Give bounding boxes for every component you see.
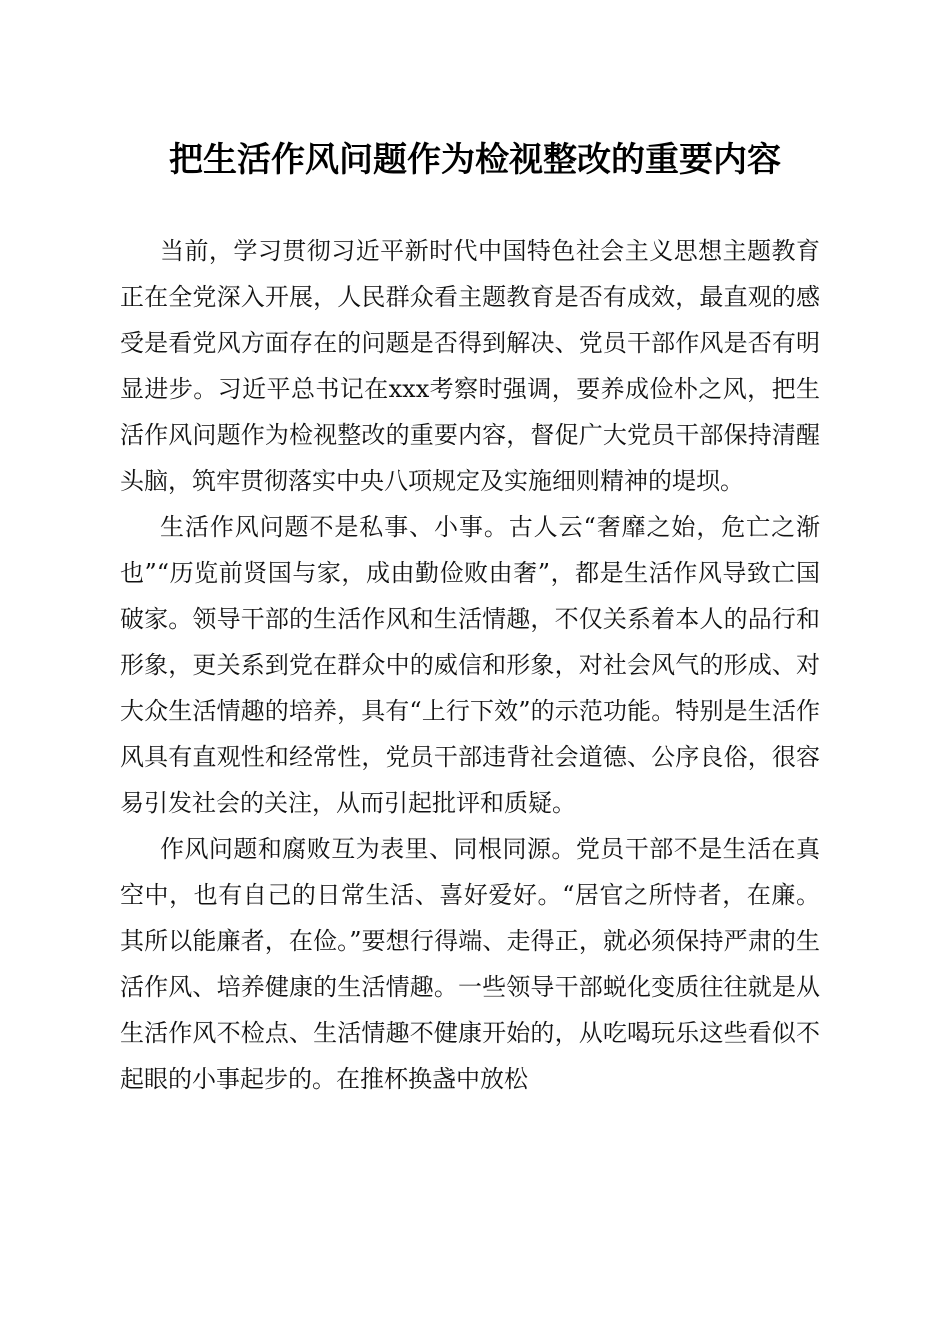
paragraph-3: 作风问题和腐败互为表里、同根同源。党员干部不是生活在真空中，也有自己的日常生活、喜好爱好。“居官之所恃者，在廉。其所以能廉者，在俭。”要想行得端、走得正，就必须保持严肃的生活作风、培养健康的生活情趣。一些领导干部蜕化变质往往就是从生活作风不检点、生活情趣不健康开始的，从吃喝玩乐这些看似不起眼的小事起步的。在推杯换盏中放松 — [120, 835, 820, 1093]
document-title: 把生活作风问题作为检视整改的重要内容 — [169, 140, 781, 180]
paragraph-1: 当前，学习贯彻习近平新时代中国特色社会主义思想主题教育正在全党深入开展，人民群众看主题教育是否有成效，最直观的感受是看党风方面存在的问题是否得到解决、党员干部作风是否有明显进步。习近平总书记在xxx考察时强调，要养成俭朴之风，把生活作风问题作为检视整改的重要内容，督促广大党员干部保持清醒头脑，筑牢贯彻落实中央八项规定及实施细则精神的堤坝。 — [120, 237, 820, 495]
document-body — [120, 228, 820, 1102]
paragraph-2: 生活作风问题不是私事、小事。古人云“奢靡之始，危亡之渐也”“历览前贤国与家，成由勤俭败由奢”，都是生活作风导致亡国破家。领导干部的生活作风和生活情趣，不仅关系着本人的品行和形象，更关系到党在群众中的威信和形象，对社会风气的形成、对大众生活情趣的培养，具有“上行下效”的示范功能。特别是生活作风具有直观性和经常性，党员干部违背社会道德、公序良俗，很容易引发社会的关注，从而引起批评和质疑。 — [120, 513, 820, 817]
